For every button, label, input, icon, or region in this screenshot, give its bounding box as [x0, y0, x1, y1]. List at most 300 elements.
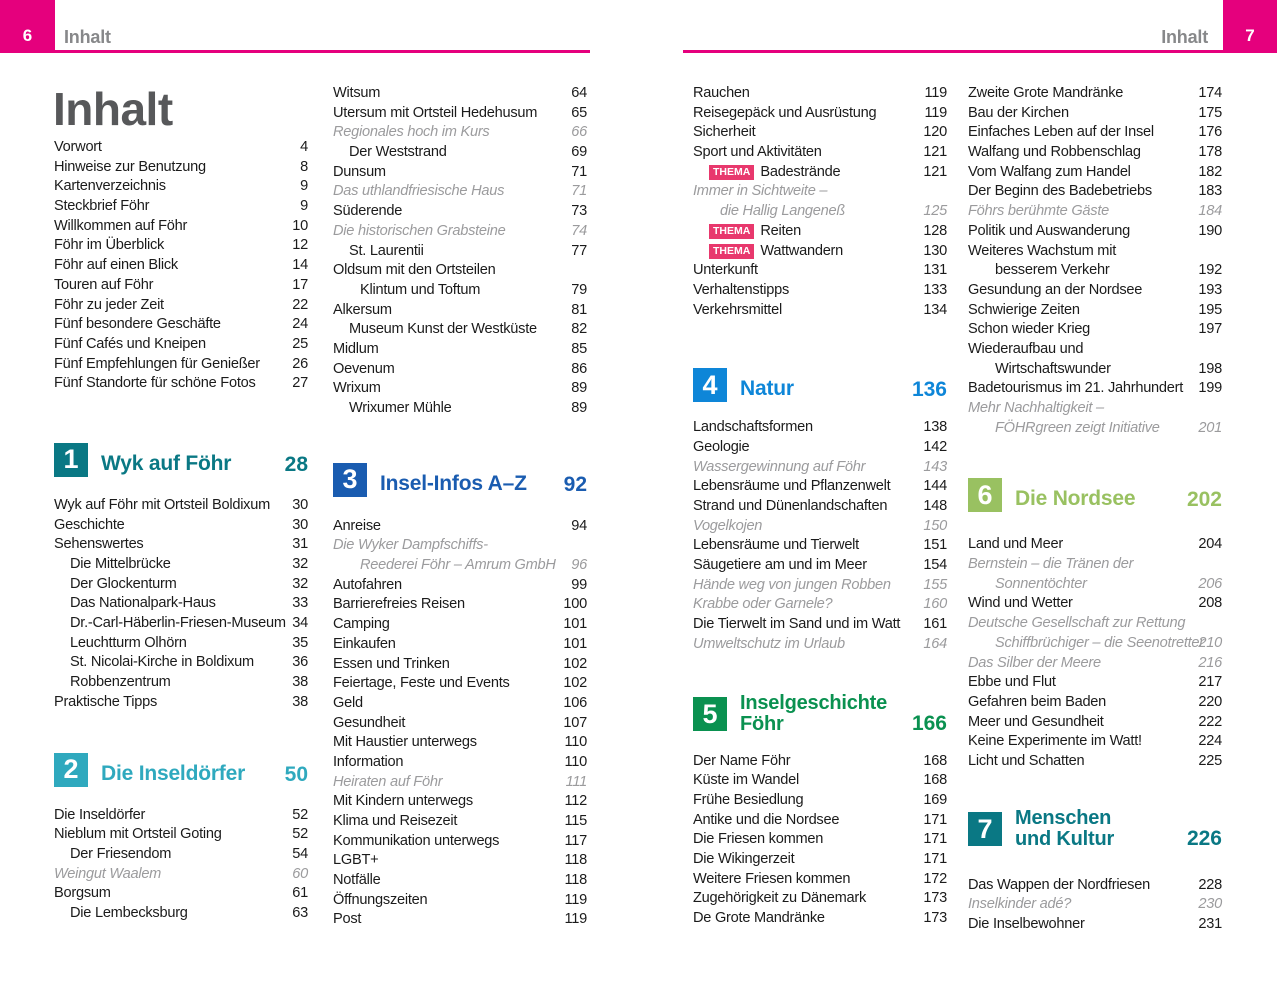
toc-entry-label: Unterkunft — [693, 262, 758, 279]
toc-entry-page: 101 — [563, 635, 587, 652]
toc-entry — [968, 320, 1222, 340]
toc-entry — [333, 753, 587, 773]
toc-entry — [968, 360, 1222, 380]
toc-entry-page: 100 — [563, 596, 587, 613]
toc-entry-label: Schiffbrüchiger – die Seenotretter — [995, 634, 1204, 651]
toc-entry-page: 73 — [571, 203, 587, 220]
toc-entry — [693, 301, 947, 321]
toc-entry-label: Antike und die Nordsee — [693, 811, 840, 828]
toc-entry — [693, 438, 947, 458]
toc-entry-label: Der Name Föhr — [693, 752, 791, 769]
toc-entry-label: Badetourismus im 21. Jahrhundert — [968, 380, 1184, 397]
toc-column-4 — [968, 0, 1222, 935]
toc-entry-group — [54, 496, 308, 713]
toc-entry — [333, 360, 587, 380]
toc-entry — [968, 242, 1222, 262]
toc-entry — [968, 895, 1222, 915]
toc-entry — [333, 379, 587, 399]
toc-entry-label: Das Wappen der Nordfriesen — [968, 876, 1150, 893]
toc-entry — [693, 536, 947, 556]
toc-entry-label: Borgsum — [54, 885, 111, 902]
toc-entry-page: 89 — [571, 380, 587, 397]
toc-entry-page: 4 — [300, 139, 308, 155]
toc-entry — [54, 138, 308, 158]
toc-entry-page: 52 — [292, 806, 308, 823]
toc-entry — [968, 419, 1222, 439]
toc-entry-page: 171 — [923, 811, 947, 828]
toc-entry — [333, 635, 587, 655]
toc-entry-page: 150 — [923, 517, 947, 534]
toc-entry-label: Das Nationalpark-Haus — [70, 595, 216, 612]
toc-entry — [968, 123, 1222, 143]
toc-entry-label: Schon wieder Krieg — [968, 321, 1091, 338]
toc-entry-label: Steckbrief Föhr — [54, 198, 150, 215]
toc-entry-label: Touren auf Föhr — [54, 276, 154, 293]
toc-entry-label: Das uthlandfriesische Haus — [333, 183, 505, 200]
toc-entry-page: 201 — [1198, 419, 1222, 436]
toc-entry-page: 30 — [292, 496, 308, 513]
toc-entry-label: Lebensräume und Tierwelt — [693, 537, 859, 554]
toc-entry — [968, 693, 1222, 713]
page-title: Inhalt — [53, 83, 173, 135]
toc-entry-page: 171 — [923, 850, 947, 867]
toc-entry-page: 35 — [292, 634, 308, 651]
toc-entry-label: Verhaltenstipps — [693, 281, 790, 298]
left-page-number: 6 — [22, 26, 33, 45]
toc-entry — [968, 281, 1222, 301]
toc-entry — [333, 143, 587, 163]
toc-entry-label: Walfang und Robbenschlag — [968, 144, 1141, 161]
toc-entry-label: Alkersum — [333, 301, 392, 318]
toc-entry-label: Wirtschaftswunder — [995, 360, 1111, 377]
toc-entry-page: 96 — [571, 557, 587, 574]
toc-entry — [693, 497, 947, 517]
toc-entry — [333, 222, 587, 242]
toc-entry-label: Dr.-Carl-Häberlin-Friesen-Museum — [70, 615, 286, 632]
toc-entry — [333, 84, 587, 104]
toc-entry-page: 128 — [923, 222, 947, 239]
toc-entry-label: Oldsum mit den Ortsteilen — [333, 262, 496, 279]
toc-entry — [333, 674, 587, 694]
toc-entry-page: 204 — [1198, 536, 1222, 553]
toc-entry-page: 25 — [292, 335, 308, 352]
toc-entry-label: Säugetiere am und im Meer — [693, 557, 867, 574]
toc-entry-page: 64 — [571, 85, 587, 101]
toc-entry-page: 22 — [292, 296, 308, 313]
toc-entry-label: Dunsum — [333, 163, 386, 180]
toc-entry — [968, 379, 1222, 399]
toc-entry — [968, 555, 1222, 575]
toc-entry — [968, 614, 1222, 634]
toc-entry-page: 102 — [563, 675, 587, 692]
toc-entry-page: 197 — [1198, 321, 1222, 338]
toc-entry — [693, 123, 947, 143]
toc-entry-label: THEMA Badestrände — [693, 163, 840, 183]
toc-entry-label: Willkommen auf Föhr — [54, 217, 188, 234]
toc-entry-label: Ebbe und Flut — [968, 674, 1056, 691]
toc-entry — [968, 915, 1222, 935]
toc-entry — [693, 281, 947, 301]
toc-column-3 — [693, 0, 947, 929]
toc-entry — [333, 556, 587, 576]
toc-entry — [968, 594, 1222, 614]
section-number-box: 7 — [968, 812, 1002, 846]
toc-entry-label: De Grote Mandränke — [693, 910, 825, 926]
toc-entry-label: Feiertage, Feste und Events — [333, 675, 510, 692]
toc-entry-label: Oevenum — [333, 360, 395, 377]
toc-entry-label: Küste im Wandel — [693, 772, 800, 789]
toc-entry-page: 36 — [292, 654, 308, 671]
toc-entry-page: 110 — [564, 753, 587, 770]
section-title: Wyk auf Föhr — [101, 451, 232, 475]
toc-entry-label: Geld — [333, 694, 363, 711]
toc-entry-page: 206 — [1198, 575, 1222, 592]
toc-entry-label: LGBT+ — [333, 852, 379, 869]
toc-entry — [333, 104, 587, 124]
toc-entry — [54, 374, 308, 394]
toc-entry — [333, 399, 587, 419]
toc-entry — [693, 517, 947, 537]
toc-entry — [333, 655, 587, 675]
toc-entry-page: 199 — [1198, 380, 1222, 397]
toc-entry — [693, 791, 947, 811]
toc-entry — [968, 732, 1222, 752]
toc-entry — [693, 182, 947, 202]
toc-entry — [333, 773, 587, 793]
toc-entry-page: 121 — [923, 163, 947, 180]
toc-entry-label: Die Lembecksburg — [70, 904, 188, 921]
toc-entry — [54, 335, 308, 355]
toc-entry-label: Die Inselbewohner — [968, 916, 1085, 932]
toc-entry-page: 175 — [1198, 104, 1222, 121]
toc-entry-page: 38 — [292, 674, 308, 691]
section-page-number: 136 — [911, 378, 947, 402]
toc-entry-page: 14 — [292, 257, 308, 274]
toc-entry-label: Nieblum mit Ortsteil Goting — [54, 826, 222, 843]
toc-entry-label: St. Laurentii — [349, 242, 424, 259]
toc-entry-label: Die Inseldörfer — [54, 806, 146, 823]
toc-entry-page: 86 — [571, 360, 587, 377]
toc-entry — [693, 595, 947, 615]
toc-entry-page: 112 — [564, 793, 587, 810]
toc-entry-page: 74 — [571, 222, 587, 239]
right-running-header: Inhalt — [1161, 27, 1208, 47]
toc-entry-page: 190 — [1198, 222, 1222, 239]
toc-entry-label: Museum Kunst der Westküste — [349, 321, 537, 338]
toc-entry — [693, 163, 947, 183]
toc-entry-label: Die Friesen kommen — [693, 831, 824, 848]
toc-entry — [968, 163, 1222, 183]
toc-entry-label: Frühe Besiedlung — [693, 791, 804, 808]
toc-entry — [968, 301, 1222, 321]
section-page-number: 166 — [911, 711, 947, 735]
toc-entry-label: Gesundheit — [333, 714, 406, 731]
toc-entry-page: 66 — [571, 124, 587, 141]
toc-entry-label: Anreise — [333, 517, 381, 534]
toc-entry — [968, 104, 1222, 124]
toc-entry-label: Utersum mit Ortsteil Hedehusum — [333, 104, 538, 121]
toc-entry — [333, 792, 587, 812]
toc-entry-page: 111 — [565, 773, 587, 790]
section-number-box: 5 — [693, 697, 727, 731]
toc-entry-label: Lebensräume und Pflanzenwelt — [693, 478, 891, 495]
toc-entry-page: 38 — [292, 693, 308, 710]
toc-entry-label: THEMA Wattwandern — [693, 242, 843, 262]
toc-entry — [968, 634, 1222, 654]
toc-entry-page: 32 — [292, 556, 308, 572]
toc-entry-label: Der Weststrand — [349, 144, 447, 161]
toc-entry-page: 220 — [1198, 693, 1222, 710]
toc-entry — [54, 197, 308, 217]
toc-entry-group — [693, 84, 947, 320]
toc-entry-page: 228 — [1198, 876, 1222, 893]
toc-entry — [333, 733, 587, 753]
toc-entry-page: 17 — [292, 276, 308, 293]
toc-entry-label: Wrixumer Mühle — [349, 400, 452, 416]
toc-entry — [968, 84, 1222, 104]
toc-entry-label: Politik und Auswanderung — [968, 222, 1130, 239]
toc-entry-page: 69 — [571, 144, 587, 161]
toc-entry-label: Geschichte — [54, 516, 125, 533]
section-header-2 — [54, 753, 308, 787]
toc-entry-page: 125 — [923, 203, 947, 220]
toc-entry-label: die Hallig Langeneß — [720, 203, 846, 220]
section-page-number: 92 — [563, 472, 587, 496]
toc-entry-page: 173 — [923, 890, 947, 907]
toc-entry — [333, 261, 587, 281]
toc-entry — [54, 256, 308, 276]
toc-entry-page: 155 — [923, 576, 947, 593]
toc-entry-label: Autofahren — [333, 576, 402, 593]
toc-entry — [333, 576, 587, 596]
toc-column-2 — [333, 0, 587, 930]
toc-entry-page: 31 — [292, 536, 308, 553]
toc-entry — [333, 301, 587, 321]
toc-entry-page: 27 — [292, 375, 308, 392]
left-page-number-box — [0, 0, 55, 52]
toc-entry-label: Leuchtturm Olhörn — [70, 634, 187, 651]
toc-entry-page: 79 — [571, 281, 587, 298]
toc-entry-label: Föhr zu jeder Zeit — [54, 296, 164, 313]
toc-entry — [54, 276, 308, 296]
toc-entry-page: 89 — [571, 400, 587, 416]
toc-entry-page: 65 — [571, 104, 587, 121]
toc-entry — [693, 222, 947, 242]
toc-entry — [968, 261, 1222, 281]
toc-entry-group — [54, 138, 308, 394]
toc-entry-page: 183 — [1198, 183, 1222, 200]
toc-entry-label: Strand und Dünenlandschaften — [693, 498, 888, 514]
toc-entry-label: Kommunikation unterwegs — [333, 832, 500, 849]
toc-entry — [693, 84, 947, 104]
section-title: Die Inseldörfer — [101, 761, 246, 785]
thema-badge: THEMA — [709, 244, 754, 259]
toc-entry-label: Einkaufen — [333, 635, 396, 652]
section-number-box: 3 — [333, 463, 367, 497]
toc-entry-page: 198 — [1198, 360, 1222, 377]
toc-entry-page: 217 — [1198, 674, 1222, 691]
toc-entry-label: Verkehrsmittel — [693, 301, 782, 318]
toc-entry-label: Essen und Trinken — [333, 655, 450, 672]
toc-entry-label: Wiederaufbau und — [968, 340, 1084, 357]
toc-entry — [54, 634, 308, 654]
toc-entry-page: 193 — [1198, 281, 1222, 298]
toc-entry — [333, 871, 587, 891]
toc-entry-label: Die Wikingerzeit — [693, 850, 795, 867]
toc-entry-label: Wassergewinnung auf Föhr — [693, 458, 866, 475]
toc-entry-page: 33 — [292, 595, 308, 612]
toc-entry-label: Gesundung an der Nordsee — [968, 281, 1143, 298]
toc-entry — [54, 806, 308, 826]
toc-entry — [693, 909, 947, 929]
toc-entry-page: 151 — [923, 537, 947, 554]
toc-entry-label: Sicherheit — [693, 124, 756, 141]
toc-entry — [54, 177, 308, 197]
toc-entry — [54, 496, 308, 516]
toc-entry — [333, 242, 587, 262]
toc-entry — [693, 556, 947, 576]
toc-entry — [968, 202, 1222, 222]
toc-entry-page: 138 — [923, 419, 947, 436]
section-header-4 — [693, 368, 947, 402]
toc-entry-label: Barrierefreies Reisen — [333, 596, 465, 613]
toc-entry-label: Fünf Empfehlungen für Genießer — [54, 355, 260, 372]
toc-entry-label: Vom Walfang zum Handel — [968, 163, 1131, 180]
toc-entry-label: Heiraten auf Föhr — [333, 773, 443, 790]
left-running-header: Inhalt — [64, 27, 111, 47]
toc-entry — [54, 653, 308, 673]
toc-entry — [54, 594, 308, 614]
toc-entry-page: 231 — [1198, 916, 1222, 932]
toc-entry-label: Camping — [333, 616, 390, 633]
toc-entry-label: Klima und Reisezeit — [333, 813, 458, 829]
toc-entry-page: 34 — [292, 615, 308, 632]
section-title: Menschen und Kultur — [1015, 806, 1115, 850]
toc-entry-label: Einfaches Leben auf der Insel — [968, 124, 1154, 141]
toc-entry-label: Die historischen Grabsteine — [333, 222, 506, 239]
toc-entry-label: Klintum und Toftum — [360, 281, 481, 298]
toc-entry — [333, 517, 587, 537]
toc-entry — [333, 714, 587, 734]
toc-entry — [333, 163, 587, 183]
toc-entry — [693, 889, 947, 909]
toc-entry-label: Gefahren beim Baden — [968, 693, 1107, 710]
toc-entry-page: 172 — [923, 870, 947, 887]
toc-entry — [54, 825, 308, 845]
toc-entry-page: 182 — [1198, 163, 1222, 180]
toc-entry-page: 148 — [923, 498, 947, 514]
toc-entry-page: 54 — [292, 845, 308, 862]
toc-entry-page: 131 — [923, 262, 947, 279]
toc-entry-label: Die Tierwelt im Sand und im Watt — [693, 616, 901, 633]
toc-entry — [968, 535, 1222, 555]
toc-entry-group — [54, 806, 308, 924]
section-header-7 — [968, 808, 1222, 851]
toc-entry-page: 216 — [1198, 654, 1222, 671]
toc-entry-page: 77 — [571, 242, 587, 259]
toc-entry — [333, 851, 587, 871]
toc-entry — [333, 595, 587, 615]
toc-entry-page: 94 — [571, 517, 587, 534]
toc-entry — [333, 910, 587, 930]
section-number-box: 1 — [54, 443, 88, 477]
toc-entry — [693, 104, 947, 124]
toc-entry-label: Weitere Friesen kommen — [693, 870, 851, 887]
toc-entry-page: 184 — [1198, 203, 1222, 220]
toc-entry — [693, 418, 947, 438]
toc-entry-label: Öffnungszeiten — [333, 891, 428, 908]
toc-entry — [968, 876, 1222, 896]
section-title: Inselgeschichte Föhr — [740, 691, 888, 735]
section-number-box: 4 — [693, 368, 727, 402]
toc-entry-label: Krabbe oder Garnele? — [693, 596, 833, 613]
toc-entry-label: Fünf Cafés und Kneipen — [54, 335, 206, 352]
toc-entry-page: 168 — [923, 752, 947, 769]
toc-entry-label: FÖHRgreen zeigt Initiative — [995, 419, 1160, 436]
toc-entry-page: 119 — [924, 104, 947, 121]
toc-entry — [693, 143, 947, 163]
toc-entry — [693, 771, 947, 791]
toc-entry-page: 144 — [923, 478, 947, 495]
toc-entry — [333, 281, 587, 301]
toc-entry-label: Vorwort — [54, 139, 102, 155]
toc-entry — [333, 340, 587, 360]
toc-entry — [54, 904, 308, 924]
toc-entry-page: 110 — [564, 734, 587, 751]
toc-entry-page: 115 — [564, 813, 587, 829]
toc-entry — [968, 182, 1222, 202]
toc-entry-label: Land und Meer — [968, 536, 1063, 553]
toc-entry-label: Witsum — [333, 85, 381, 101]
toc-entry-label: Landschaftsformen — [693, 419, 813, 436]
toc-entry — [54, 614, 308, 634]
toc-entry — [333, 832, 587, 852]
toc-entry — [968, 575, 1222, 595]
toc-entry-page: 224 — [1198, 733, 1222, 750]
toc-entry-page: 9 — [300, 198, 308, 215]
toc-entry-label: Hinweise zur Benutzung — [54, 158, 206, 175]
toc-entry-label: Wyk auf Föhr mit Ortsteil Boldixum — [54, 496, 270, 513]
toc-entry-page: 82 — [571, 321, 587, 338]
toc-entry — [693, 635, 947, 655]
toc-entry-page: 60 — [292, 865, 308, 882]
toc-entry — [333, 615, 587, 635]
toc-entry-label: Bau der Kirchen — [968, 104, 1069, 121]
toc-entry-group — [333, 517, 587, 930]
toc-entry-label: Robbenzentrum — [70, 674, 171, 691]
toc-entry-group — [968, 535, 1222, 771]
toc-entry-page: 117 — [564, 832, 587, 849]
toc-entry-page: 195 — [1198, 301, 1222, 318]
toc-entry-label: Post — [333, 911, 362, 928]
toc-entry-label: Der Friesendom — [70, 845, 172, 862]
toc-entry-page: 210 — [1198, 634, 1222, 651]
toc-entry — [693, 850, 947, 870]
toc-entry-label: Licht und Schatten — [968, 752, 1085, 769]
toc-entry — [333, 536, 587, 556]
toc-entry-label: Fünf Standorte für schöne Fotos — [54, 375, 256, 392]
toc-entry — [54, 865, 308, 885]
toc-entry-label: Hände weg von jungen Robben — [693, 576, 891, 593]
toc-entry-label: Rauchen — [693, 85, 750, 101]
toc-entry-page: 52 — [292, 826, 308, 843]
toc-entry — [693, 242, 947, 262]
toc-entry-label: Vogelkojen — [693, 517, 763, 534]
toc-entry-page: 107 — [563, 714, 587, 731]
toc-entry — [54, 693, 308, 713]
toc-entry-page: 102 — [563, 655, 587, 672]
toc-entry-page: 119 — [564, 891, 587, 908]
